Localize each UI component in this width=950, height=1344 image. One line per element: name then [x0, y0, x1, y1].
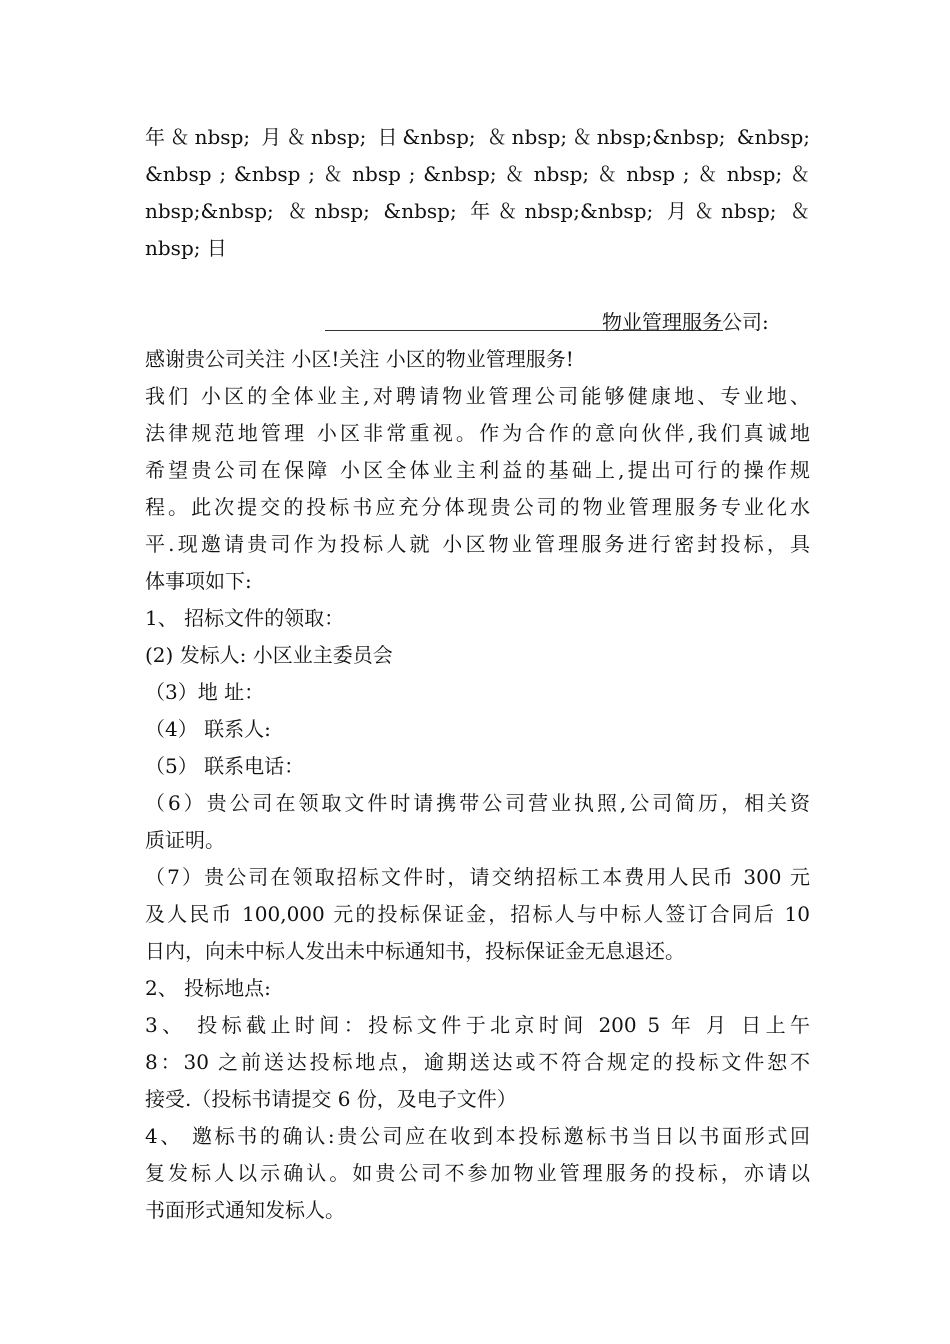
list-item-fees-cont: 及人民币 100,000 元的投标保证金，招标人与中标人签订合同后 10 [145, 902, 810, 926]
date-line-2: &nbsp ; &nbsp ; ＆ nbsp ; &nbsp; ＆ nbsp; ＆ nbsp ; ＆ nbsp; ＆ [145, 162, 810, 186]
date-line-3: nbsp;&nbsp; ＆nbsp; &nbsp; 年＆nbsp;&nbsp; 月＆nbsp; ＆ [145, 199, 810, 223]
list-item-4-cont: 复发标人以示确认。如贵公司不参加物业管理服务的投标，亦请以 [145, 1161, 810, 1185]
list-item-documents: （6）贵公司在领取文件时请携带公司营业执照,公司简历，相关资 [145, 791, 810, 815]
body-line: 希望贵公司在保障 小区全体业主利益的基础上,提出可行的操作规 [145, 458, 810, 482]
list-item-4-cont: 书面形式通知发标人。 [145, 1198, 345, 1222]
list-item-fees-cont: 日内，向未中标人发出未中标通知书，投标保证金无息退还。 [145, 939, 685, 963]
list-item-4: 4、 邀标书的确认:贵公司应在收到本投标邀标书当日以书面形式回 [145, 1124, 810, 1148]
list-item-phone: （5） 联系电话： [145, 754, 305, 778]
list-item-2: 2、 投标地点: [145, 976, 271, 1000]
date-line-4: nbsp; 日 [145, 236, 227, 260]
list-item-1: 1、 招标文件的领取： [145, 606, 345, 630]
salutation [145, 304, 810, 341]
list-item-3-cont: 接受.（投标书请提交 6 份，及电子文件） [145, 1087, 517, 1111]
body-line: 感谢贵公司关注 小区!关注 小区的物业管理服务! [145, 347, 574, 371]
body-line: 体事项如下: [145, 569, 252, 593]
list-item-contact: （4） 联系人: [145, 717, 271, 741]
date-line-1: 年＆nbsp; 月＆nbsp; 日&nbsp; ＆nbsp;＆nbsp;&nbsp; &nbsp; [145, 125, 810, 149]
body-line: 平.现邀请贵司作为投标人就 小区物业管理服务进行密封投标，具 [145, 532, 810, 556]
list-item-issuer: (2) 发标人: 小区业主委员会 [145, 643, 393, 667]
list-item-3-cont: 8：30 之前送达投标地点，逾期送达或不符合规定的投标文件恕不 [145, 1050, 810, 1074]
recipient-label: 物业管理服务公司: [602, 310, 769, 334]
list-item-fees: （7）贵公司在领取招标文件时，请交纳招标工本费用人民币 300 元 [145, 865, 810, 889]
list-item-address: （3）地 址： [145, 680, 265, 704]
body-line: 我们 小区的全体业主,对聘请物业管理公司能够健康地、专业地、 [145, 384, 810, 408]
list-item-3: 3、 投标截止时间：投标文件于北京时间 200 5 年 月 日上午 [145, 1013, 810, 1037]
body-line: 程。此次提交的投标书应充分体现贵公司的物业管理服务专业化水 [145, 495, 810, 519]
body-line: 法律规范地管理 小区非常重视。作为合作的意向伙伴,我们真诚地 [145, 421, 810, 445]
list-item-documents-cont: 质证明。 [145, 828, 225, 852]
